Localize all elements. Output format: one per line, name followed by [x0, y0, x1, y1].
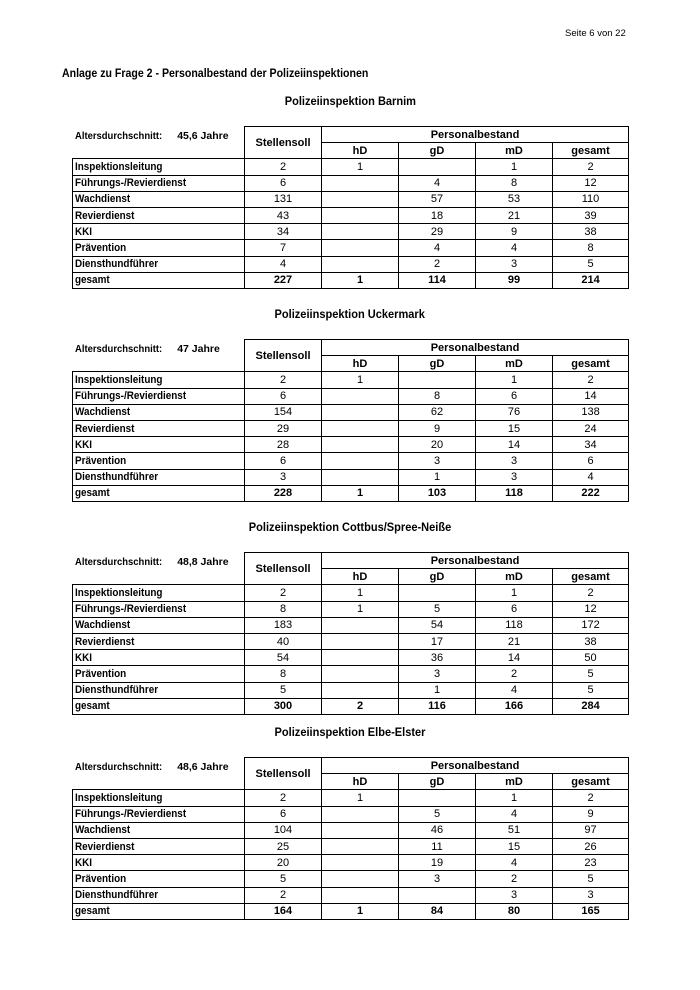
table-cell: 1: [476, 159, 553, 175]
row-label: Führungs-/Revierdienst: [73, 806, 245, 822]
table-cell: 29: [245, 420, 322, 436]
table-cell: 3: [476, 469, 553, 485]
table-cell: 1: [322, 159, 399, 175]
table-cell: 1: [322, 790, 399, 806]
table-cell: 39: [553, 207, 629, 223]
table-cell: [322, 617, 399, 633]
table-cell: 25: [245, 838, 322, 854]
table-cell: 154: [245, 404, 322, 420]
table-cell: 2: [399, 256, 476, 272]
table-cell: 99: [476, 272, 553, 288]
row-label: KKI: [73, 650, 245, 666]
table-cell: [322, 175, 399, 191]
table-cell: 5: [553, 666, 629, 682]
table-cell: 1: [322, 372, 399, 388]
table-cell: 164: [245, 903, 322, 919]
table-row: [73, 404, 629, 420]
table-row: [73, 682, 629, 698]
table-cell: [322, 469, 399, 485]
table-cell: 183: [245, 617, 322, 633]
section-title: Polizeiinspektion Elbe-Elster: [274, 725, 426, 739]
table-cell: 2: [553, 585, 629, 601]
table-cell: 172: [553, 617, 629, 633]
table-cell: 26: [553, 838, 629, 854]
header-gd: gD: [399, 569, 476, 585]
table-cell: 5: [245, 871, 322, 887]
table-cell: [322, 224, 399, 240]
row-label: Revierdienst: [73, 838, 245, 854]
table-cell: 50: [553, 650, 629, 666]
table-cell: [322, 650, 399, 666]
table-row: [73, 903, 629, 919]
table-cell: 23: [553, 855, 629, 871]
table-cell: 51: [476, 822, 553, 838]
table-cell: 5: [399, 806, 476, 822]
table-cell: [322, 822, 399, 838]
table-cell: 1: [476, 585, 553, 601]
table-cell: 3: [399, 666, 476, 682]
table-cell: 80: [476, 903, 553, 919]
table-cell: 2: [553, 790, 629, 806]
table-row: [73, 617, 629, 633]
table-cell: [322, 887, 399, 903]
table-cell: 54: [245, 650, 322, 666]
section-cottbus: [72, 520, 628, 715]
table-cell: 284: [553, 698, 629, 714]
table-row: [73, 437, 629, 453]
header-hd: hD: [322, 356, 399, 372]
table-cell: 300: [245, 698, 322, 714]
table-cell: 138: [553, 404, 629, 420]
table-row: [73, 601, 629, 617]
row-label: gesamt: [73, 698, 245, 714]
table-row: [73, 191, 629, 207]
table-cell: 2: [322, 698, 399, 714]
table-row: [73, 207, 629, 223]
table-cell: 28: [245, 437, 322, 453]
table-row: [73, 871, 629, 887]
row-label: Prävention: [73, 666, 245, 682]
table-cell: 5: [553, 871, 629, 887]
table-cell: 2: [553, 159, 629, 175]
row-label: Prävention: [73, 871, 245, 887]
table-row: [73, 420, 629, 436]
header-gd: gD: [399, 143, 476, 159]
table-cell: 6: [245, 175, 322, 191]
header-gesamt: gesamt: [553, 143, 629, 159]
table-cell: [322, 682, 399, 698]
table-cell: 54: [399, 617, 476, 633]
table-cell: 6: [245, 388, 322, 404]
row-label: Prävention: [73, 453, 245, 469]
table-cell: 14: [476, 437, 553, 453]
table-row: [73, 388, 629, 404]
table-cell: 21: [476, 633, 553, 649]
header-gd: gD: [399, 356, 476, 372]
table-cell: 1: [399, 682, 476, 698]
table-cell: 3: [553, 887, 629, 903]
row-label: Führungs-/Revierdienst: [73, 388, 245, 404]
table-cell: 165: [553, 903, 629, 919]
table-cell: 222: [553, 485, 629, 501]
table-row: [73, 272, 629, 288]
header-hd: hD: [322, 569, 399, 585]
table-cell: 29: [399, 224, 476, 240]
table-cell: [322, 388, 399, 404]
row-label: Inspektionsleitung: [73, 159, 245, 175]
table-cell: [322, 420, 399, 436]
row-label: gesamt: [73, 272, 245, 288]
header-gd: gD: [399, 774, 476, 790]
table-cell: 8: [245, 666, 322, 682]
personnel-table: [72, 126, 629, 289]
table-cell: 5: [245, 682, 322, 698]
table-cell: 3: [399, 871, 476, 887]
row-label: Prävention: [73, 240, 245, 256]
table-cell: 14: [476, 650, 553, 666]
table-row: [73, 650, 629, 666]
table-cell: 43: [245, 207, 322, 223]
table-cell: 114: [399, 272, 476, 288]
table-cell: 1: [322, 485, 399, 501]
table-cell: [399, 585, 476, 601]
table-cell: 5: [399, 601, 476, 617]
table-cell: 118: [476, 617, 553, 633]
header-gesamt: gesamt: [553, 356, 629, 372]
table-cell: 5: [553, 682, 629, 698]
table-cell: 4: [399, 240, 476, 256]
table-cell: 2: [245, 372, 322, 388]
table-cell: 3: [399, 453, 476, 469]
table-cell: [399, 887, 476, 903]
table-cell: 6: [245, 806, 322, 822]
table-cell: 9: [553, 806, 629, 822]
table-cell: [322, 256, 399, 272]
section-elbe-elster: [72, 725, 628, 920]
personnel-table: [72, 552, 629, 715]
table-cell: 2: [245, 159, 322, 175]
table-cell: 4: [245, 256, 322, 272]
table-cell: [322, 191, 399, 207]
row-label: Inspektionsleitung: [73, 372, 245, 388]
header-md: mD: [476, 774, 553, 790]
table-cell: [322, 453, 399, 469]
table-cell: 4: [476, 240, 553, 256]
table-cell: [399, 790, 476, 806]
document-heading: Anlage zu Frage 2 - Personalbestand der Polizeiinspektionen: [62, 68, 369, 80]
table-cell: 1: [476, 372, 553, 388]
table-cell: 14: [553, 388, 629, 404]
table-row: [73, 887, 629, 903]
table-row: [73, 256, 629, 272]
table-cell: 2: [245, 790, 322, 806]
table-cell: 62: [399, 404, 476, 420]
table-row: [73, 790, 629, 806]
table-cell: 57: [399, 191, 476, 207]
row-label: KKI: [73, 855, 245, 871]
table-row: [73, 698, 629, 714]
row-label: Führungs-/Revierdienst: [73, 175, 245, 191]
table-cell: [322, 404, 399, 420]
table-cell: [322, 871, 399, 887]
table-cell: 9: [476, 224, 553, 240]
table-cell: 17: [399, 633, 476, 649]
table-cell: 3: [476, 887, 553, 903]
table-cell: 4: [476, 855, 553, 871]
table-row: [73, 224, 629, 240]
table-row: [73, 372, 629, 388]
header-stellensoll: Stellensoll: [245, 553, 322, 585]
section-uckermark: [72, 307, 628, 502]
row-label: KKI: [73, 437, 245, 453]
age-average: Altersdurchschnitt: 48,6 Jahre: [74, 760, 229, 773]
header-personalbestand: Personalbestand: [322, 553, 629, 569]
table-cell: 8: [476, 175, 553, 191]
table-cell: 18: [399, 207, 476, 223]
row-label: Revierdienst: [73, 633, 245, 649]
table-row: [73, 838, 629, 854]
table-cell: 34: [245, 224, 322, 240]
header-hd: hD: [322, 143, 399, 159]
table-cell: 7: [245, 240, 322, 256]
table-row: [73, 855, 629, 871]
table-cell: 84: [399, 903, 476, 919]
table-cell: 4: [553, 469, 629, 485]
table-cell: 1: [322, 601, 399, 617]
row-label: Wachdienst: [73, 617, 245, 633]
header-stellensoll: Stellensoll: [245, 340, 322, 372]
row-label: Wachdienst: [73, 404, 245, 420]
table-cell: 4: [399, 175, 476, 191]
table-cell: 1: [399, 469, 476, 485]
header-personalbestand: Personalbestand: [322, 758, 629, 774]
age-average: Altersdurchschnitt: 45,6 Jahre: [74, 129, 229, 142]
table-row: [73, 633, 629, 649]
table-cell: 40: [245, 633, 322, 649]
table-cell: 46: [399, 822, 476, 838]
personnel-table: [72, 757, 629, 920]
table-cell: 15: [476, 838, 553, 854]
header-gesamt: gesamt: [553, 569, 629, 585]
table-cell: 53: [476, 191, 553, 207]
row-label: KKI: [73, 224, 245, 240]
table-cell: 1: [322, 903, 399, 919]
table-cell: 19: [399, 855, 476, 871]
table-cell: 6: [476, 388, 553, 404]
table-cell: 20: [245, 855, 322, 871]
header-md: mD: [476, 356, 553, 372]
table-cell: [322, 855, 399, 871]
table-cell: [322, 633, 399, 649]
section-barnim: [72, 94, 628, 289]
row-label: Wachdienst: [73, 822, 245, 838]
row-label: Revierdienst: [73, 420, 245, 436]
table-cell: 3: [476, 453, 553, 469]
row-label: Diensthundführer: [73, 469, 245, 485]
table-cell: 36: [399, 650, 476, 666]
table-cell: 21: [476, 207, 553, 223]
table-cell: 5: [553, 256, 629, 272]
row-label: Diensthundführer: [73, 256, 245, 272]
row-label: Diensthundführer: [73, 682, 245, 698]
table-row: [73, 485, 629, 501]
table-cell: [322, 207, 399, 223]
table-cell: 1: [322, 272, 399, 288]
header-md: mD: [476, 143, 553, 159]
table-cell: 8: [245, 601, 322, 617]
table-cell: 1: [322, 585, 399, 601]
row-label: Inspektionsleitung: [73, 790, 245, 806]
table-cell: [322, 838, 399, 854]
table-cell: [399, 372, 476, 388]
table-row: [73, 469, 629, 485]
table-row: [73, 806, 629, 822]
table-row: [73, 240, 629, 256]
table-row: [73, 585, 629, 601]
section-title: Polizeiinspektion Uckermark: [274, 307, 426, 321]
table-cell: [399, 159, 476, 175]
section-title: Polizeiinspektion Cottbus/Spree-Neiße: [248, 520, 452, 534]
table-cell: 2: [245, 887, 322, 903]
table-cell: [322, 437, 399, 453]
age-average: Altersdurchschnitt: 47 Jahre: [74, 342, 220, 355]
table-cell: 131: [245, 191, 322, 207]
table-cell: 15: [476, 420, 553, 436]
row-label: Inspektionsleitung: [73, 585, 245, 601]
table-cell: 34: [553, 437, 629, 453]
table-row: [73, 453, 629, 469]
table-cell: 2: [245, 585, 322, 601]
table-cell: 6: [245, 453, 322, 469]
table-cell: 8: [553, 240, 629, 256]
table-cell: 9: [399, 420, 476, 436]
row-label: Revierdienst: [73, 207, 245, 223]
table-cell: 20: [399, 437, 476, 453]
personnel-table: [72, 339, 629, 502]
table-cell: 118: [476, 485, 553, 501]
row-label: gesamt: [73, 485, 245, 501]
row-label: Führungs-/Revierdienst: [73, 601, 245, 617]
row-label: Wachdienst: [73, 191, 245, 207]
header-md: mD: [476, 569, 553, 585]
table-cell: 104: [245, 822, 322, 838]
table-cell: 24: [553, 420, 629, 436]
table-cell: 38: [553, 633, 629, 649]
header-stellensoll: Stellensoll: [245, 127, 322, 159]
table-cell: 3: [245, 469, 322, 485]
table-cell: 97: [553, 822, 629, 838]
header-gesamt: gesamt: [553, 774, 629, 790]
table-cell: 4: [476, 682, 553, 698]
row-label: Diensthundführer: [73, 887, 245, 903]
table-cell: 12: [553, 601, 629, 617]
table-cell: 8: [399, 388, 476, 404]
table-row: [73, 175, 629, 191]
table-cell: 2: [553, 372, 629, 388]
table-cell: 6: [476, 601, 553, 617]
table-row: [73, 666, 629, 682]
table-cell: 110: [553, 191, 629, 207]
section-title: Polizeiinspektion Barnim: [284, 94, 416, 108]
table-cell: 76: [476, 404, 553, 420]
age-average: Altersdurchschnitt: 48,8 Jahre: [74, 555, 229, 568]
table-cell: 2: [476, 871, 553, 887]
table-cell: 214: [553, 272, 629, 288]
table-cell: 1: [476, 790, 553, 806]
table-cell: [322, 806, 399, 822]
table-cell: 2: [476, 666, 553, 682]
table-cell: 11: [399, 838, 476, 854]
table-cell: 12: [553, 175, 629, 191]
header-hd: hD: [322, 774, 399, 790]
table-row: [73, 159, 629, 175]
table-cell: 6: [553, 453, 629, 469]
table-cell: 116: [399, 698, 476, 714]
header-stellensoll: Stellensoll: [245, 758, 322, 790]
page-number: Seite 6 von 22: [565, 28, 626, 39]
row-label: gesamt: [73, 903, 245, 919]
table-cell: 4: [476, 806, 553, 822]
header-personalbestand: Personalbestand: [322, 127, 629, 143]
table-cell: 228: [245, 485, 322, 501]
table-row: [73, 822, 629, 838]
table-cell: 166: [476, 698, 553, 714]
table-cell: 38: [553, 224, 629, 240]
table-cell: 3: [476, 256, 553, 272]
header-personalbestand: Personalbestand: [322, 340, 629, 356]
table-cell: 227: [245, 272, 322, 288]
table-cell: 103: [399, 485, 476, 501]
table-cell: [322, 666, 399, 682]
table-cell: [322, 240, 399, 256]
